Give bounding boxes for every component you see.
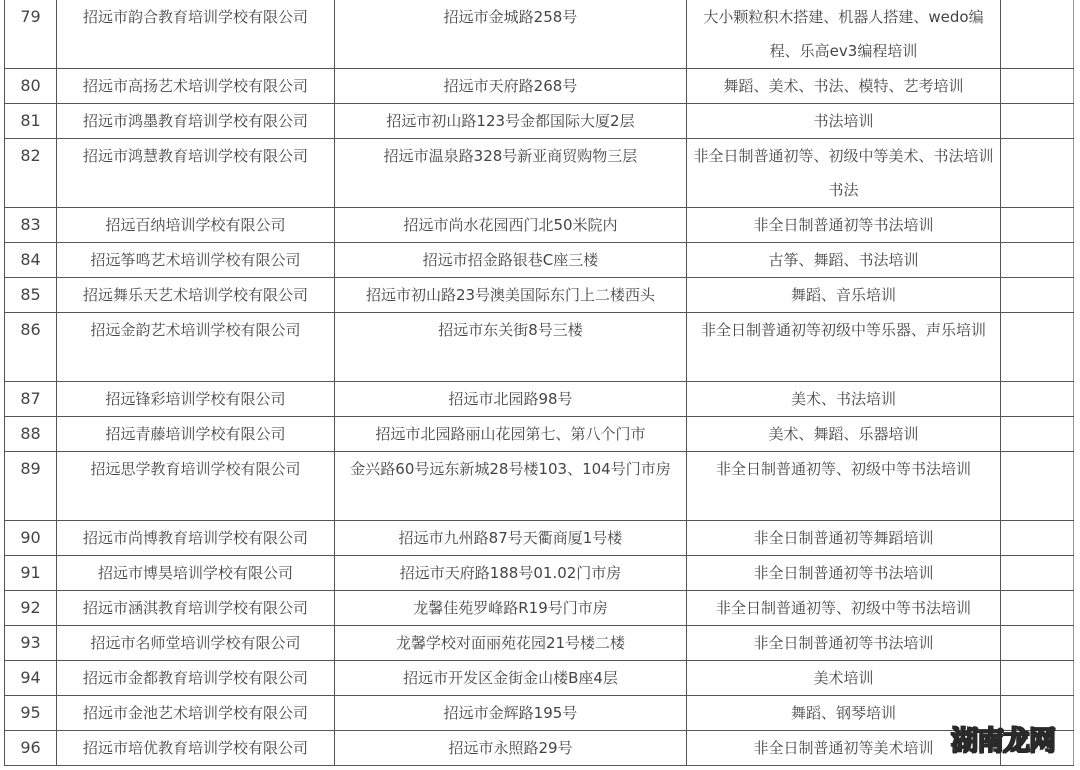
row-number-cell: 79: [5, 0, 57, 69]
address-cell: 招远市初山路123号金都国际大厦2层: [335, 104, 687, 139]
empty-cell: [1001, 104, 1074, 139]
training-content-cell: 古筝、舞蹈、书法培训: [687, 243, 1001, 278]
school-name-cell: 招远市金池艺术培训学校有限公司: [57, 696, 335, 731]
empty-cell: [1001, 417, 1074, 452]
row-number-cell: 94: [5, 661, 57, 696]
empty-cell: [1001, 139, 1074, 208]
school-name-cell: 招远市鸿墨教育培训学校有限公司: [57, 104, 335, 139]
row-number-cell: 90: [5, 521, 57, 556]
table-row: [5, 661, 1074, 696]
empty-cell: [1001, 208, 1074, 243]
school-name-cell: 招远市鸿慧教育培训学校有限公司: [57, 139, 335, 208]
school-name-cell: 招远锋彩培训学校有限公司: [57, 382, 335, 417]
table-row: [5, 69, 1074, 104]
empty-cell: [1001, 591, 1074, 626]
school-name-cell: 招远筝鸣艺术培训学校有限公司: [57, 243, 335, 278]
training-content-cell: 非全日制普通初等、初级中等书法培训: [687, 591, 1001, 626]
row-number-cell: 91: [5, 556, 57, 591]
row-number-cell: 96: [5, 731, 57, 766]
address-cell: 招远市天府路268号: [335, 69, 687, 104]
address-cell: 招远市招金路银巷C座三楼: [335, 243, 687, 278]
address-cell: 招远市北园路98号: [335, 382, 687, 417]
training-content-cell: 非全日制普通初等舞蹈培训: [687, 521, 1001, 556]
school-name-cell: 招远百纳培训学校有限公司: [57, 208, 335, 243]
table-row: [5, 278, 1074, 313]
empty-cell: [1001, 521, 1074, 556]
address-cell: 招远市北园路丽山花园第七、第八个门市: [335, 417, 687, 452]
school-name-cell: 招远市韵合教育培训学校有限公司: [57, 0, 335, 69]
row-number-cell: 89: [5, 452, 57, 521]
table-row: [5, 104, 1074, 139]
table-body: [5, 0, 1074, 766]
training-content-cell: 非全日制普通初等美术培训: [687, 731, 1001, 766]
training-content-cell: 非全日制普通初等、初级中等美术、书法培训书法: [687, 139, 1001, 208]
school-name-cell: 招远市金都教育培训学校有限公司: [57, 661, 335, 696]
training-content-cell: 舞蹈、美术、书法、模特、艺考培训: [687, 69, 1001, 104]
table-row: [5, 0, 1074, 69]
table-row: [5, 696, 1074, 731]
empty-cell: [1001, 243, 1074, 278]
training-content-cell: 书法培训: [687, 104, 1001, 139]
row-number-cell: 81: [5, 104, 57, 139]
school-name-cell: 招远市培优教育培训学校有限公司: [57, 731, 335, 766]
table-row: [5, 452, 1074, 521]
watermark-part-2: 龙网: [1003, 726, 1055, 757]
watermark-logo: [951, 727, 1055, 757]
address-cell: 龙馨佳苑罗峰路R19号门市房: [335, 591, 687, 626]
empty-cell: [1001, 278, 1074, 313]
table-row: [5, 208, 1074, 243]
training-content-cell: 美术、舞蹈、乐器培训: [687, 417, 1001, 452]
address-cell: 招远市九州路87号天衢商厦1号楼: [335, 521, 687, 556]
row-number-cell: 88: [5, 417, 57, 452]
training-content-cell: 舞蹈、音乐培训: [687, 278, 1001, 313]
row-number-cell: 86: [5, 313, 57, 382]
address-cell: 招远市温泉路328号新亚商贸购物三层: [335, 139, 687, 208]
school-name-cell: 招远舞乐天艺术培训学校有限公司: [57, 278, 335, 313]
training-content-cell: 舞蹈、钢琴培训: [687, 696, 1001, 731]
table-row: [5, 556, 1074, 591]
training-content-cell: 大小颗粒积木搭建、机器人搭建、wedo编程、乐高ev3编程培训: [687, 0, 1001, 69]
empty-cell: [1001, 0, 1074, 69]
training-content-cell: 美术培训: [687, 661, 1001, 696]
row-number-cell: 95: [5, 696, 57, 731]
row-number-cell: 92: [5, 591, 57, 626]
address-cell: 招远市永照路29号: [335, 731, 687, 766]
training-content-cell: 非全日制普通初等、初级中等书法培训: [687, 452, 1001, 521]
table-row: [5, 417, 1074, 452]
training-schools-table: [4, 0, 1074, 766]
row-number-cell: 83: [5, 208, 57, 243]
training-content-cell: 非全日制普通初等书法培训: [687, 208, 1001, 243]
school-name-cell: 招远金韵艺术培训学校有限公司: [57, 313, 335, 382]
table-row: [5, 313, 1074, 382]
school-name-cell: 招远市涵淇教育培训学校有限公司: [57, 591, 335, 626]
row-number-cell: 82: [5, 139, 57, 208]
address-cell: 招远市东关街8号三楼: [335, 313, 687, 382]
school-name-cell: 招远市博昊培训学校有限公司: [57, 556, 335, 591]
table-row: [5, 521, 1074, 556]
row-number-cell: 80: [5, 69, 57, 104]
training-content-cell: 非全日制普通初等书法培训: [687, 556, 1001, 591]
empty-cell: [1001, 69, 1074, 104]
address-cell: 招远市天府路188号01.02门市房: [335, 556, 687, 591]
address-cell: 招远市金城路258号: [335, 0, 687, 69]
table-row: [5, 731, 1074, 766]
empty-cell: [1001, 313, 1074, 382]
school-name-cell: 招远市高扬艺术培训学校有限公司: [57, 69, 335, 104]
address-cell: 招远市金辉路195号: [335, 696, 687, 731]
address-cell: 招远市尚水花园西门北50米院内: [335, 208, 687, 243]
empty-cell: [1001, 452, 1074, 521]
row-number-cell: 84: [5, 243, 57, 278]
address-cell: 招远市开发区金街金山楼B座4层: [335, 661, 687, 696]
table-row: [5, 626, 1074, 661]
empty-cell: [1001, 382, 1074, 417]
empty-cell: [1001, 626, 1074, 661]
empty-cell: [1001, 661, 1074, 696]
school-name-cell: 招远思学教育培训学校有限公司: [57, 452, 335, 521]
table-row: [5, 382, 1074, 417]
address-cell: 招远市初山路23号澳美国际东门上二楼西头: [335, 278, 687, 313]
row-number-cell: 93: [5, 626, 57, 661]
row-number-cell: 85: [5, 278, 57, 313]
address-cell: 龙馨学校对面丽苑花园21号楼二楼: [335, 626, 687, 661]
address-cell: 金兴路60号远东新城28号楼103、104号门市房: [335, 452, 687, 521]
table-row: [5, 243, 1074, 278]
school-name-cell: 招远市名师堂培训学校有限公司: [57, 626, 335, 661]
training-content-cell: 美术、书法培训: [687, 382, 1001, 417]
empty-cell: [1001, 556, 1074, 591]
row-number-cell: 87: [5, 382, 57, 417]
school-name-cell: 招远市尚博教育培训学校有限公司: [57, 521, 335, 556]
training-content-cell: 非全日制普通初等初级中等乐器、声乐培训: [687, 313, 1001, 382]
watermark-part-1: 湖南: [951, 726, 1003, 757]
training-content-cell: 非全日制普通初等书法培训: [687, 626, 1001, 661]
table-row: [5, 591, 1074, 626]
school-name-cell: 招远青藤培训学校有限公司: [57, 417, 335, 452]
table-row: [5, 139, 1074, 208]
